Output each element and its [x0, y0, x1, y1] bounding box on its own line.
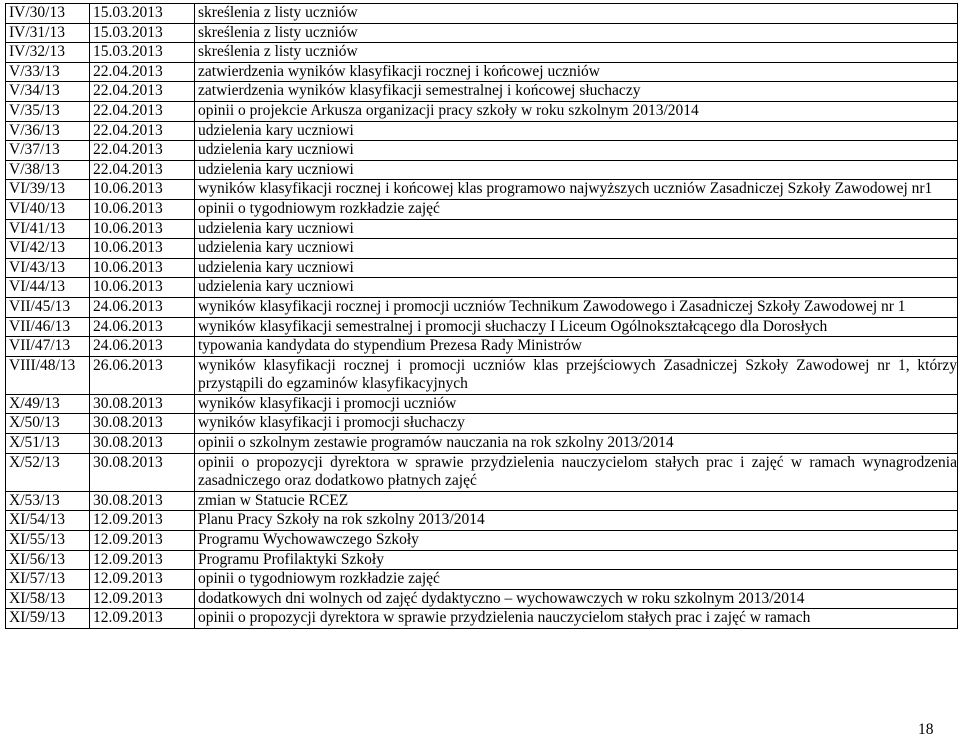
resolution-number-cell: V/33/13	[6, 62, 90, 82]
resolution-date-cell: 22.04.2013	[90, 160, 195, 180]
table-row	[6, 297, 958, 317]
resolution-subject-cell: opinii o tygodniowym rozkładzie zajęć	[195, 570, 958, 590]
table-row	[6, 101, 958, 121]
resolution-subject-cell: opinii o projekcie Arkusza organizacji pracy szkoły w roku szkolnym 2013/2014	[195, 101, 958, 121]
resolution-number-cell: XI/55/13	[6, 531, 90, 551]
resolution-number-cell: XI/56/13	[6, 550, 90, 570]
resolution-subject-cell: wyników klasyfikacji rocznej i promocji uczniów Technikum Zawodowego i Zasadniczej Szkoły Zawodowej nr 1	[195, 297, 958, 317]
resolution-date-cell: 30.08.2013	[90, 414, 195, 434]
resolution-number-cell: XI/57/13	[6, 570, 90, 590]
resolution-subject-cell: udzielenia kary uczniowi	[195, 239, 958, 259]
resolution-date-cell: 10.06.2013	[90, 199, 195, 219]
resolution-subject-cell: Programu Profilaktyki Szkoły	[195, 550, 958, 570]
table-row	[6, 356, 958, 394]
table-row	[6, 160, 958, 180]
resolution-subject-cell: udzielenia kary uczniowi	[195, 258, 958, 278]
resolution-date-cell: 30.08.2013	[90, 394, 195, 414]
resolution-date-cell: 24.06.2013	[90, 317, 195, 337]
resolution-subject-cell: dodatkowych dni wolnych od zajęć dydaktyczno – wychowawczych w roku szkolnym 2013/2014	[195, 589, 958, 609]
table-row	[6, 531, 958, 551]
resolution-number-cell: VI/42/13	[6, 239, 90, 259]
resolution-date-cell: 22.04.2013	[90, 141, 195, 161]
table-row	[6, 82, 958, 102]
resolution-date-cell: 22.04.2013	[90, 101, 195, 121]
resolutions-table	[5, 3, 958, 629]
resolution-date-cell: 12.09.2013	[90, 570, 195, 590]
resolution-date-cell: 10.06.2013	[90, 219, 195, 239]
table-row	[6, 453, 958, 491]
table-row	[6, 180, 958, 200]
resolution-date-cell: 24.06.2013	[90, 297, 195, 317]
table-row	[6, 589, 958, 609]
resolution-date-cell: 10.06.2013	[90, 180, 195, 200]
resolution-number-cell: X/53/13	[6, 491, 90, 511]
resolution-date-cell: 22.04.2013	[90, 121, 195, 141]
resolution-subject-cell: udzielenia kary uczniowi	[195, 121, 958, 141]
resolution-date-cell: 24.06.2013	[90, 337, 195, 357]
resolution-date-cell: 10.06.2013	[90, 239, 195, 259]
resolutions-table-body	[6, 4, 958, 629]
resolution-subject-cell: zatwierdzenia wyników klasyfikacji semestralnej i końcowej słuchaczy	[195, 82, 958, 102]
resolution-subject-cell: Programu Wychowawczego Szkoły	[195, 531, 958, 551]
resolution-number-cell: VI/43/13	[6, 258, 90, 278]
page-number: 18	[918, 721, 934, 738]
resolution-date-cell: 26.06.2013	[90, 356, 195, 394]
resolution-subject-cell: wyników klasyfikacji i promocji słuchaczy	[195, 414, 958, 434]
resolution-subject-cell: wyników klasyfikacji semestralnej i promocji słuchaczy I Liceum Ogólnokształcącego dla Dorosłych	[195, 317, 958, 337]
resolution-subject-cell: opinii o szkolnym zestawie programów nauczania na rok szkolny 2013/2014	[195, 434, 958, 454]
resolution-date-cell: 10.06.2013	[90, 278, 195, 298]
resolution-number-cell: VI/44/13	[6, 278, 90, 298]
table-row	[6, 23, 958, 43]
resolution-subject-cell: opinii o tygodniowym rozkładzie zajęć	[195, 199, 958, 219]
resolution-date-cell: 12.09.2013	[90, 589, 195, 609]
table-row	[6, 4, 958, 24]
resolution-subject-cell: zatwierdzenia wyników klasyfikacji rocznej i końcowej uczniów	[195, 62, 958, 82]
resolution-number-cell: X/49/13	[6, 394, 90, 414]
resolution-subject-cell: wyników klasyfikacji rocznej i promocji uczniów klas przejściowych Zasadniczej Szkoły Zawodowej nr 1, którzy przystąpili do egzaminów klasyfikacyjnych	[195, 356, 958, 394]
table-row	[6, 550, 958, 570]
table-row	[6, 434, 958, 454]
resolution-date-cell: 12.09.2013	[90, 609, 195, 629]
resolution-date-cell: 12.09.2013	[90, 511, 195, 531]
table-row	[6, 609, 958, 629]
resolution-date-cell: 12.09.2013	[90, 531, 195, 551]
resolution-subject-cell: Planu Pracy Szkoły na rok szkolny 2013/2014	[195, 511, 958, 531]
resolution-date-cell: 22.04.2013	[90, 82, 195, 102]
table-row	[6, 394, 958, 414]
resolution-number-cell: V/35/13	[6, 101, 90, 121]
resolution-date-cell: 15.03.2013	[90, 4, 195, 24]
resolution-number-cell: VI/40/13	[6, 199, 90, 219]
resolution-number-cell: X/52/13	[6, 453, 90, 491]
resolution-number-cell: V/36/13	[6, 121, 90, 141]
table-row	[6, 121, 958, 141]
resolution-subject-cell: udzielenia kary uczniowi	[195, 160, 958, 180]
resolution-number-cell: VIII/48/13	[6, 356, 90, 394]
resolution-subject-cell: opinii o propozycji dyrektora w sprawie przydzielenia nauczycielom stałych prac i zajęć w ramach	[195, 609, 958, 629]
table-row	[6, 511, 958, 531]
table-row	[6, 337, 958, 357]
resolution-subject-cell: typowania kandydata do stypendium Prezesa Rady Ministrów	[195, 337, 958, 357]
table-row	[6, 491, 958, 511]
table-row	[6, 219, 958, 239]
resolution-number-cell: VII/45/13	[6, 297, 90, 317]
resolution-number-cell: XI/58/13	[6, 589, 90, 609]
resolution-number-cell: VI/39/13	[6, 180, 90, 200]
resolution-subject-cell: skreślenia z listy uczniów	[195, 4, 958, 24]
resolution-number-cell: IV/31/13	[6, 23, 90, 43]
table-row	[6, 62, 958, 82]
resolution-number-cell: VII/47/13	[6, 337, 90, 357]
table-row	[6, 199, 958, 219]
resolution-number-cell: X/50/13	[6, 414, 90, 434]
resolution-date-cell: 30.08.2013	[90, 453, 195, 491]
resolution-date-cell: 12.09.2013	[90, 550, 195, 570]
resolution-subject-cell: wyników klasyfikacji rocznej i końcowej klas programowo najwyższych uczniów Zasadniczej Szkoły Zawodowej nr1	[195, 180, 958, 200]
resolution-number-cell: VII/46/13	[6, 317, 90, 337]
resolution-number-cell: X/51/13	[6, 434, 90, 454]
resolution-subject-cell: udzielenia kary uczniowi	[195, 141, 958, 161]
table-row	[6, 43, 958, 63]
resolution-number-cell: IV/30/13	[6, 4, 90, 24]
resolution-number-cell: V/34/13	[6, 82, 90, 102]
resolution-subject-cell: udzielenia kary uczniowi	[195, 219, 958, 239]
resolution-number-cell: V/37/13	[6, 141, 90, 161]
resolution-date-cell: 15.03.2013	[90, 23, 195, 43]
resolution-number-cell: V/38/13	[6, 160, 90, 180]
resolution-subject-cell: zmian w Statucie RCEZ	[195, 491, 958, 511]
resolution-date-cell: 22.04.2013	[90, 62, 195, 82]
resolution-date-cell: 30.08.2013	[90, 491, 195, 511]
resolution-date-cell: 15.03.2013	[90, 43, 195, 63]
resolution-number-cell: XI/59/13	[6, 609, 90, 629]
table-row	[6, 570, 958, 590]
table-row	[6, 258, 958, 278]
table-row	[6, 414, 958, 434]
table-row	[6, 317, 958, 337]
resolution-date-cell: 30.08.2013	[90, 434, 195, 454]
table-row	[6, 141, 958, 161]
resolution-subject-cell: udzielenia kary uczniowi	[195, 278, 958, 298]
resolution-subject-cell: skreślenia z listy uczniów	[195, 43, 958, 63]
resolution-number-cell: XI/54/13	[6, 511, 90, 531]
resolution-number-cell: IV/32/13	[6, 43, 90, 63]
resolution-subject-cell: skreślenia z listy uczniów	[195, 23, 958, 43]
resolution-subject-cell: opinii o propozycji dyrektora w sprawie przydzielenia nauczycielom stałych prac i zajęć w ramach wynagrodzenia zasadniczego oraz dodatkowo płatnych zajęć	[195, 453, 958, 491]
resolution-number-cell: VI/41/13	[6, 219, 90, 239]
table-row	[6, 278, 958, 298]
table-row	[6, 239, 958, 259]
resolution-date-cell: 10.06.2013	[90, 258, 195, 278]
resolution-subject-cell: wyników klasyfikacji i promocji uczniów	[195, 394, 958, 414]
